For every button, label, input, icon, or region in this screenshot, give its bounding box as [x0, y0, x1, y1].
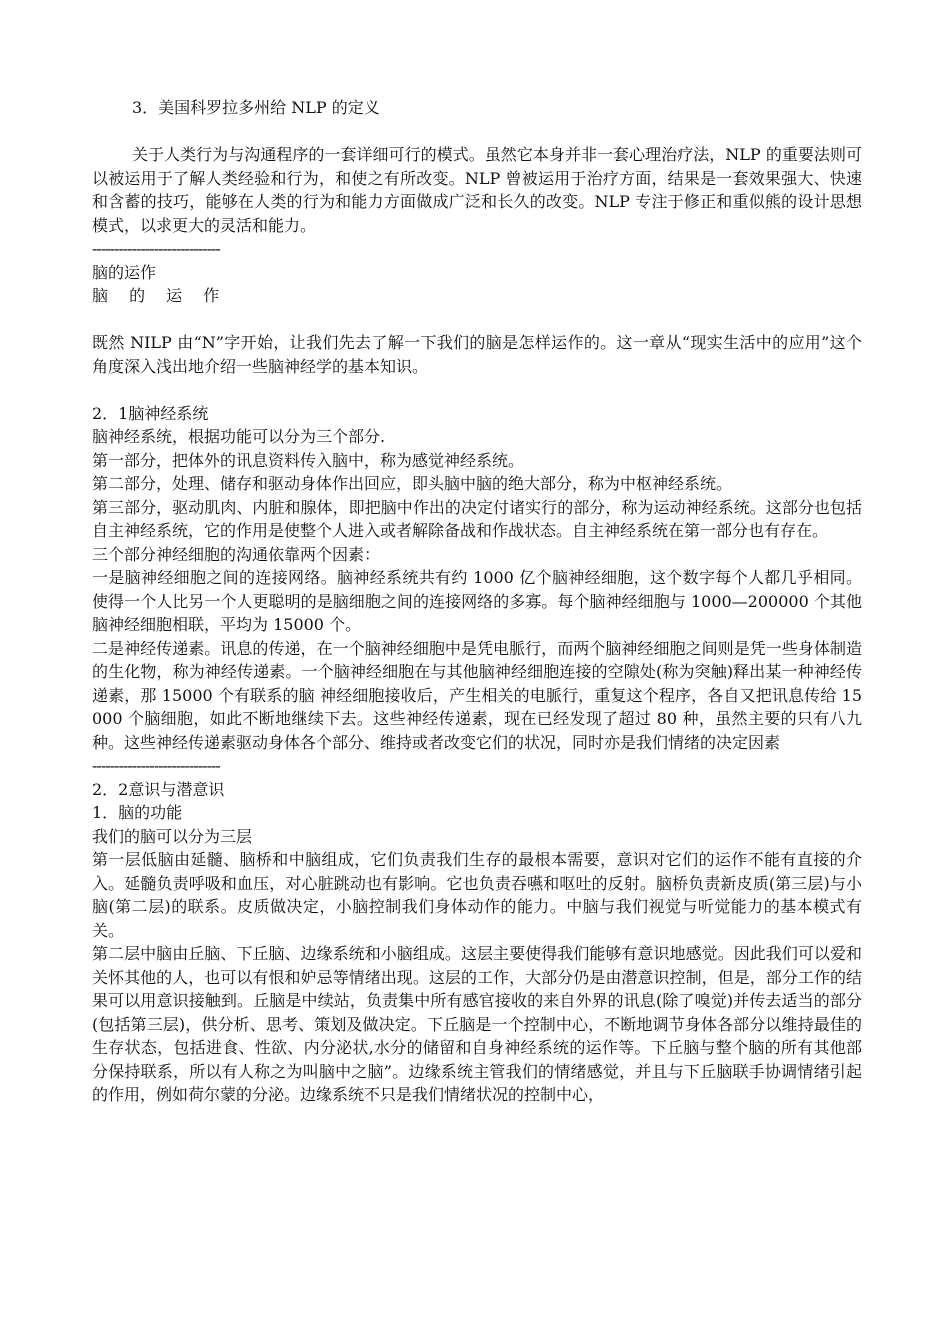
paragraph: 二是神经传递素。讯息的传递，在一个脑神经细胞中是凭电脈行，而两个脑神经细胞之间则是凭一些身体制造的生化物，称为神经传递素。一个脑神经细胞在与其他脑神经细胞连接的空隙处(称为突触)释出某一种神经传递素，那 15000 个有联系的脑 神经细胞接收后，产生相关的电脈行，重复这个程序，各自又把讯息传给 15000 个脑细胞，如此不断地继续下去。这些神经传递素，现在已经发现了超过 80 种，虽然主要的只有八九种。这些神经传递素驱动身体各个部分、维持或者改变它们的状况，同时亦是我们情绪的决定因素	[92, 638, 862, 752]
blank-line	[92, 308, 862, 332]
paragraph: 第一层低脑由延髓、脑桥和中脑组成，它们负责我们生存的最根本需要，意识对它们的运作不能有直接的介入。延髓负责呼吸和血压，对心脏跳动也有影响。它也负责吞嚥和呕吐的反射。脑桥负责新皮质(第三层)与小脑(第二层)的联系。皮质做决定，小脑控制我们身体动作的能力。中脑与我们视觉与听觉能力的基本模式有关。	[92, 850, 862, 940]
document-page	[92, 96, 862, 1107]
chapter-title-spaced: 脑 的 运 作	[92, 286, 228, 305]
paragraph: 三个部分神经细胞的沟通依靠两个因素：	[92, 544, 381, 564]
blank-line	[92, 378, 862, 402]
blank-line	[92, 120, 862, 144]
section-heading-2-1: 2．1脑神经系统	[92, 403, 209, 423]
chapter-title: 脑的运作	[92, 262, 157, 282]
heading-nlp-definition: 3．美国科罗拉多州给 NLP 的定义	[132, 98, 380, 117]
paragraph: 我们的脑可以分为三层	[92, 826, 253, 846]
definition-paragraph: 关于人类行为与沟通程序的一套详细可行的模式。虽然它本身并非一套心理治疗法，NLP 的重要法则可以被运用于了解人类经验和行为，和使之有所改变。NLP 曾被运用于治疗方面，结果是一套效果强大、快速和含蓄的技巧，能够在人类的行为和能力方面做成广泛和长久的改变。NLP 专注于修正和重似熊的设计思想模式，以求更大的灵活和能力。	[92, 145, 862, 235]
section-heading-2-2: 2．2意识与潜意识	[92, 779, 225, 799]
paragraph: 第二层中脑由丘脑、下丘脑、边缘系统和小脑组成。这层主要使得我们能够有意识地感觉。因此我们可以爱和关怀其他的人，也可以有恨和妒忌等情绪出现。这层的工作，大部分仍是由潜意识控制，但是，部分工作的结果可以用意识接触到。丘脑是中续站，负责集中所有感官接收的来自外界的讯息(除了嗅觉)并传去适当的部分(包括第三层)，供分析、思考、策划及做决定。下丘脑是一个控制中心，不断地调节身体各部分以维持最佳的生存状态，包括进食、性欲、内分泌状,水分的储留和自身神经系统的运作等。下丘脑与整个脑的所有其他部分保持联系，所以有人称之为叫脑中之脑”。边缘系统主管我们的情绪感觉，并且与下丘脑联手协调情绪引起的作用，例如荷尔蒙的分泌。边缘系统不只是我们情绪状况的控制中心，	[92, 944, 862, 1104]
subsection-heading: 1．脑的功能	[92, 803, 183, 822]
separator-line: -----------------------------	[92, 756, 220, 775]
paragraph: 脑神经系统，根据功能可以分为三个部分.	[92, 427, 386, 446]
separator-line: -----------------------------	[92, 239, 220, 258]
paragraph: 第二部分，处理、储存和驱动身体作出回应，即头脑中脑的绝大部分，称为中枢神经系统。	[92, 474, 733, 493]
intro-paragraph: 既然 NILP 由“N”字开始，让我们先去了解一下我们的脑是怎样运作的。这一章从“现实生活中的应用”这个角度深入浅出地介绍一些脑神经学的基本知识。	[92, 333, 862, 376]
paragraph: 一是脑神经细胞之间的连接网络。脑神经系统共有约 1000 亿个脑神经细胞，这个数字每个人都几乎相同。使得一个人比另一个人更聪明的是脑细胞之间的连接网络的多寡。每个脑神经细胞与 1000—200000 个其他脑神经细胞相联，平均为 15000 个。	[92, 568, 862, 634]
paragraph: 第三部分，驱动肌肉、内脏和腺体，即把脑中作出的决定付诸实行的部分，称为运动神经系统。这部分也包括自主神经系统，它的作用是使整个人进入或者解除备战和作战状态。自主神经系统在第一部分也有存在。	[92, 497, 862, 540]
paragraph: 第一部分，把体外的讯息资料传入脑中，称为感觉神经系统。	[92, 450, 525, 470]
